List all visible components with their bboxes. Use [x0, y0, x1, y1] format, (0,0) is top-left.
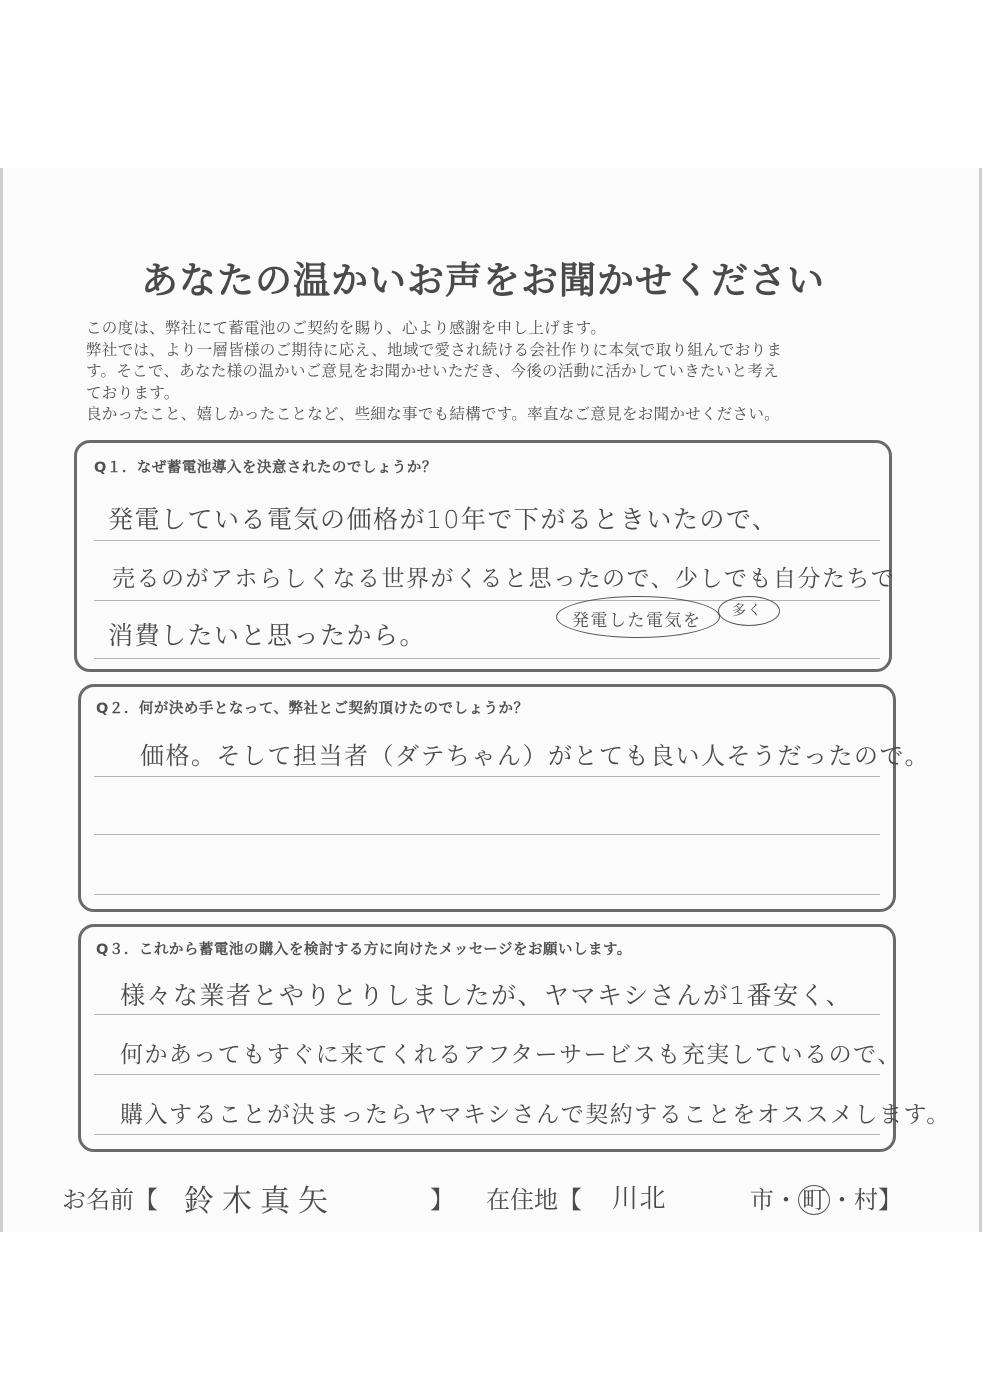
intro-text [86, 318, 896, 426]
page-title: あなたの温かいお声をお聞かせください [141, 259, 825, 302]
intro-line: す。そこで、あなた様の温かいご意見をお聞かせいただき、今後の活動に活かしていきたいと考え [86, 362, 780, 380]
name-label: お名前【 [62, 1186, 158, 1214]
note-bubble-text: 発電した電気を [572, 611, 702, 631]
answer-line [94, 540, 880, 541]
village-option: 村】 [854, 1186, 902, 1214]
q2-question: Q２．何が決め手となって、弊社とご契約頂けたのでしょうか？ [96, 701, 529, 717]
q1-question: Q１．なぜ蓄電池導入を決意されたのでしょうか？ [94, 460, 437, 476]
intro-line: ております。 [86, 383, 180, 402]
separator: ・ [830, 1186, 854, 1214]
answer-line [94, 1014, 880, 1015]
q3-question: Q３．これから蓄電池の購入を検討する方に向けたメッセージをお願いします。 [96, 942, 632, 958]
answer-line [94, 834, 880, 835]
address-options [750, 1180, 902, 1215]
city-option: 市 [750, 1186, 774, 1214]
q2-box [78, 684, 896, 912]
q3-answer-line: 様々な業者とやりとりしましたが、ヤマキシさんが1番安く、 [120, 981, 853, 1010]
address-value: 川北 [612, 1184, 668, 1214]
intro-line: 良かったこと、嬉しかったことなど、些細な事でも結構です。率直なご意見をお聞かせください。 [86, 405, 780, 423]
intro-line: この度は、弊社にて蓄電池のご契約を賜り、心より感謝を申し上げます。 [86, 319, 607, 337]
name-value: 鈴木真矢 [184, 1184, 336, 1219]
q1-answer-line: 発電している電気の価格が10年で下がるときいたので、 [108, 505, 779, 534]
answer-line [94, 1134, 880, 1135]
q1-answer-line: 売るのがアホらしくなる世界がくると思ったので、少しでも自分たちで [112, 566, 896, 592]
separator: ・ [774, 1186, 798, 1214]
q3-answer-line: 購入することが決まったらヤマキシさんで契約することをオススメします。 [120, 1102, 951, 1128]
answer-line [94, 894, 880, 895]
name-close: 】 [430, 1186, 454, 1214]
answer-line [94, 658, 880, 659]
q3-answer-line: 何かあってもすぐに来てくれるアフターサービスも充実しているので、 [120, 1042, 902, 1068]
q2-answer-line: 価格。そして担当者（ダテちゃん）がとても良い人そうだったので。 [140, 742, 931, 770]
q1-answer-line: 消費したいと思ったから。 [108, 621, 427, 650]
town-option-circled: 町 [798, 1185, 830, 1215]
answer-line [94, 776, 880, 777]
intro-line: 弊社では、より一層皆様のご期待に応え、地域で愛され続ける会社作りに本気で取り組んでおりま [86, 340, 783, 359]
note-bubble-text: 多く [732, 603, 763, 619]
answer-line [94, 1074, 880, 1075]
address-label: 在住地【 [486, 1186, 582, 1214]
